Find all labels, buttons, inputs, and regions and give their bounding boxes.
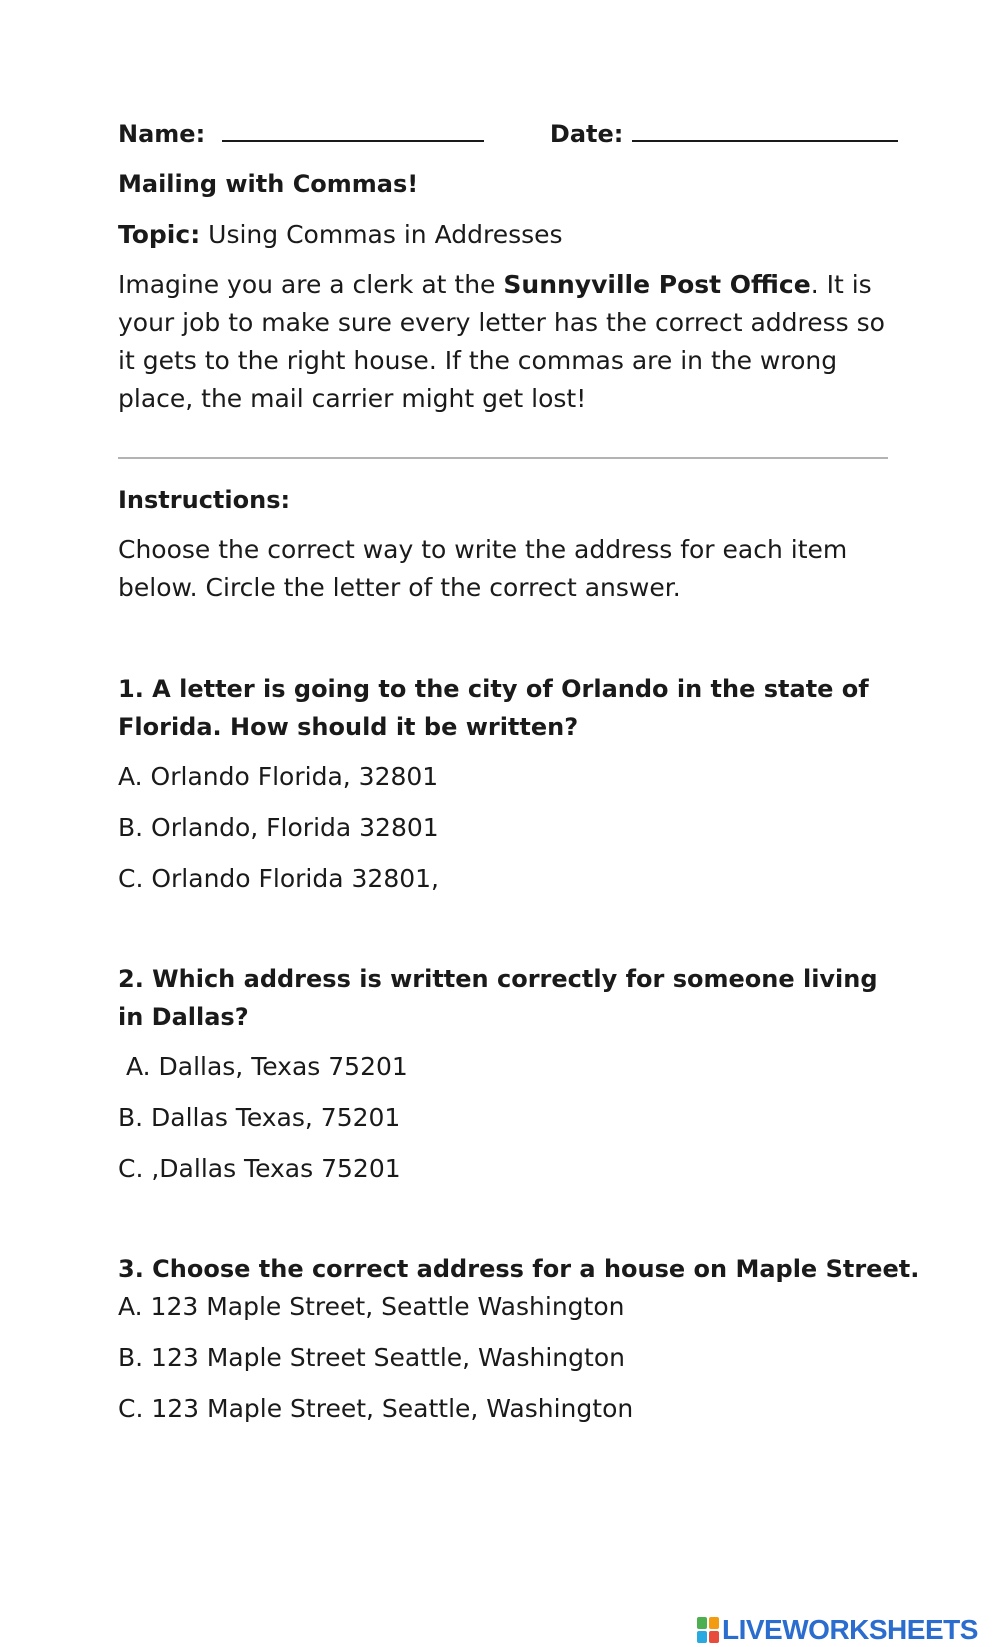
question-2-prompt: 2. Which address is written correctly for someone living in Dallas? [118, 965, 878, 1031]
date-label: Date: [549, 120, 624, 148]
question-2-option-c[interactable]: C. ,Dallas Texas 75201 [118, 1154, 401, 1183]
instructions-heading: Instructions: [118, 486, 291, 514]
topic-value: Using Commas in Addresses [208, 220, 563, 249]
intro-text-end: . It is your job to make sure every letter has the correct address so it gets to the right house. If the commas are in the wrong place, the mail carrier might get lost! [118, 270, 885, 413]
liveworksheets-logo [697, 1613, 978, 1647]
question-1-option-b[interactable]: B. Orlando, Florida 32801 [118, 813, 439, 842]
question-3-prompt: 3. Choose the correct address for a house on Maple Street. [118, 1255, 920, 1283]
question-1-option-c[interactable]: C. Orlando Florida 32801, [118, 864, 439, 893]
question-2-option-b[interactable]: B. Dallas Texas, 75201 [118, 1103, 401, 1132]
topic-label: Topic: [118, 220, 201, 249]
intro-paragraph [118, 266, 893, 418]
name-blank-line[interactable] [222, 114, 484, 142]
question-1-prompt: 1. A letter is going to the city of Orlando in the state of Florida. How should it be written? [118, 675, 869, 741]
topic-line [118, 216, 563, 254]
name-date-row [118, 114, 898, 153]
intro-text-start: Imagine you are a clerk at the [118, 270, 504, 299]
blocks-icon [697, 1617, 719, 1643]
instructions-text: Choose the correct way to write the address for each item below. Circle the letter of the correct answer. [118, 535, 848, 602]
logo-text: LIVEWORKSHEETS [722, 1614, 978, 1645]
date-blank-line[interactable] [632, 114, 898, 142]
question-3-option-a[interactable]: A. 123 Maple Street, Seattle Washington [118, 1292, 625, 1321]
name-label: Name: [118, 120, 206, 148]
section-divider [118, 457, 888, 459]
question-3-option-b[interactable]: B. 123 Maple Street Seattle, Washington [118, 1343, 625, 1372]
question-2-option-a[interactable]: A. Dallas, Texas 75201 [118, 1052, 408, 1081]
question-1-option-a[interactable]: A. Orlando Florida, 32801 [118, 762, 439, 791]
question-3-option-c[interactable]: C. 123 Maple Street, Seattle, Washington [118, 1394, 634, 1423]
worksheet-title: Mailing with Commas! [118, 170, 419, 198]
post-office-name: Sunnyville Post Office [503, 270, 811, 299]
